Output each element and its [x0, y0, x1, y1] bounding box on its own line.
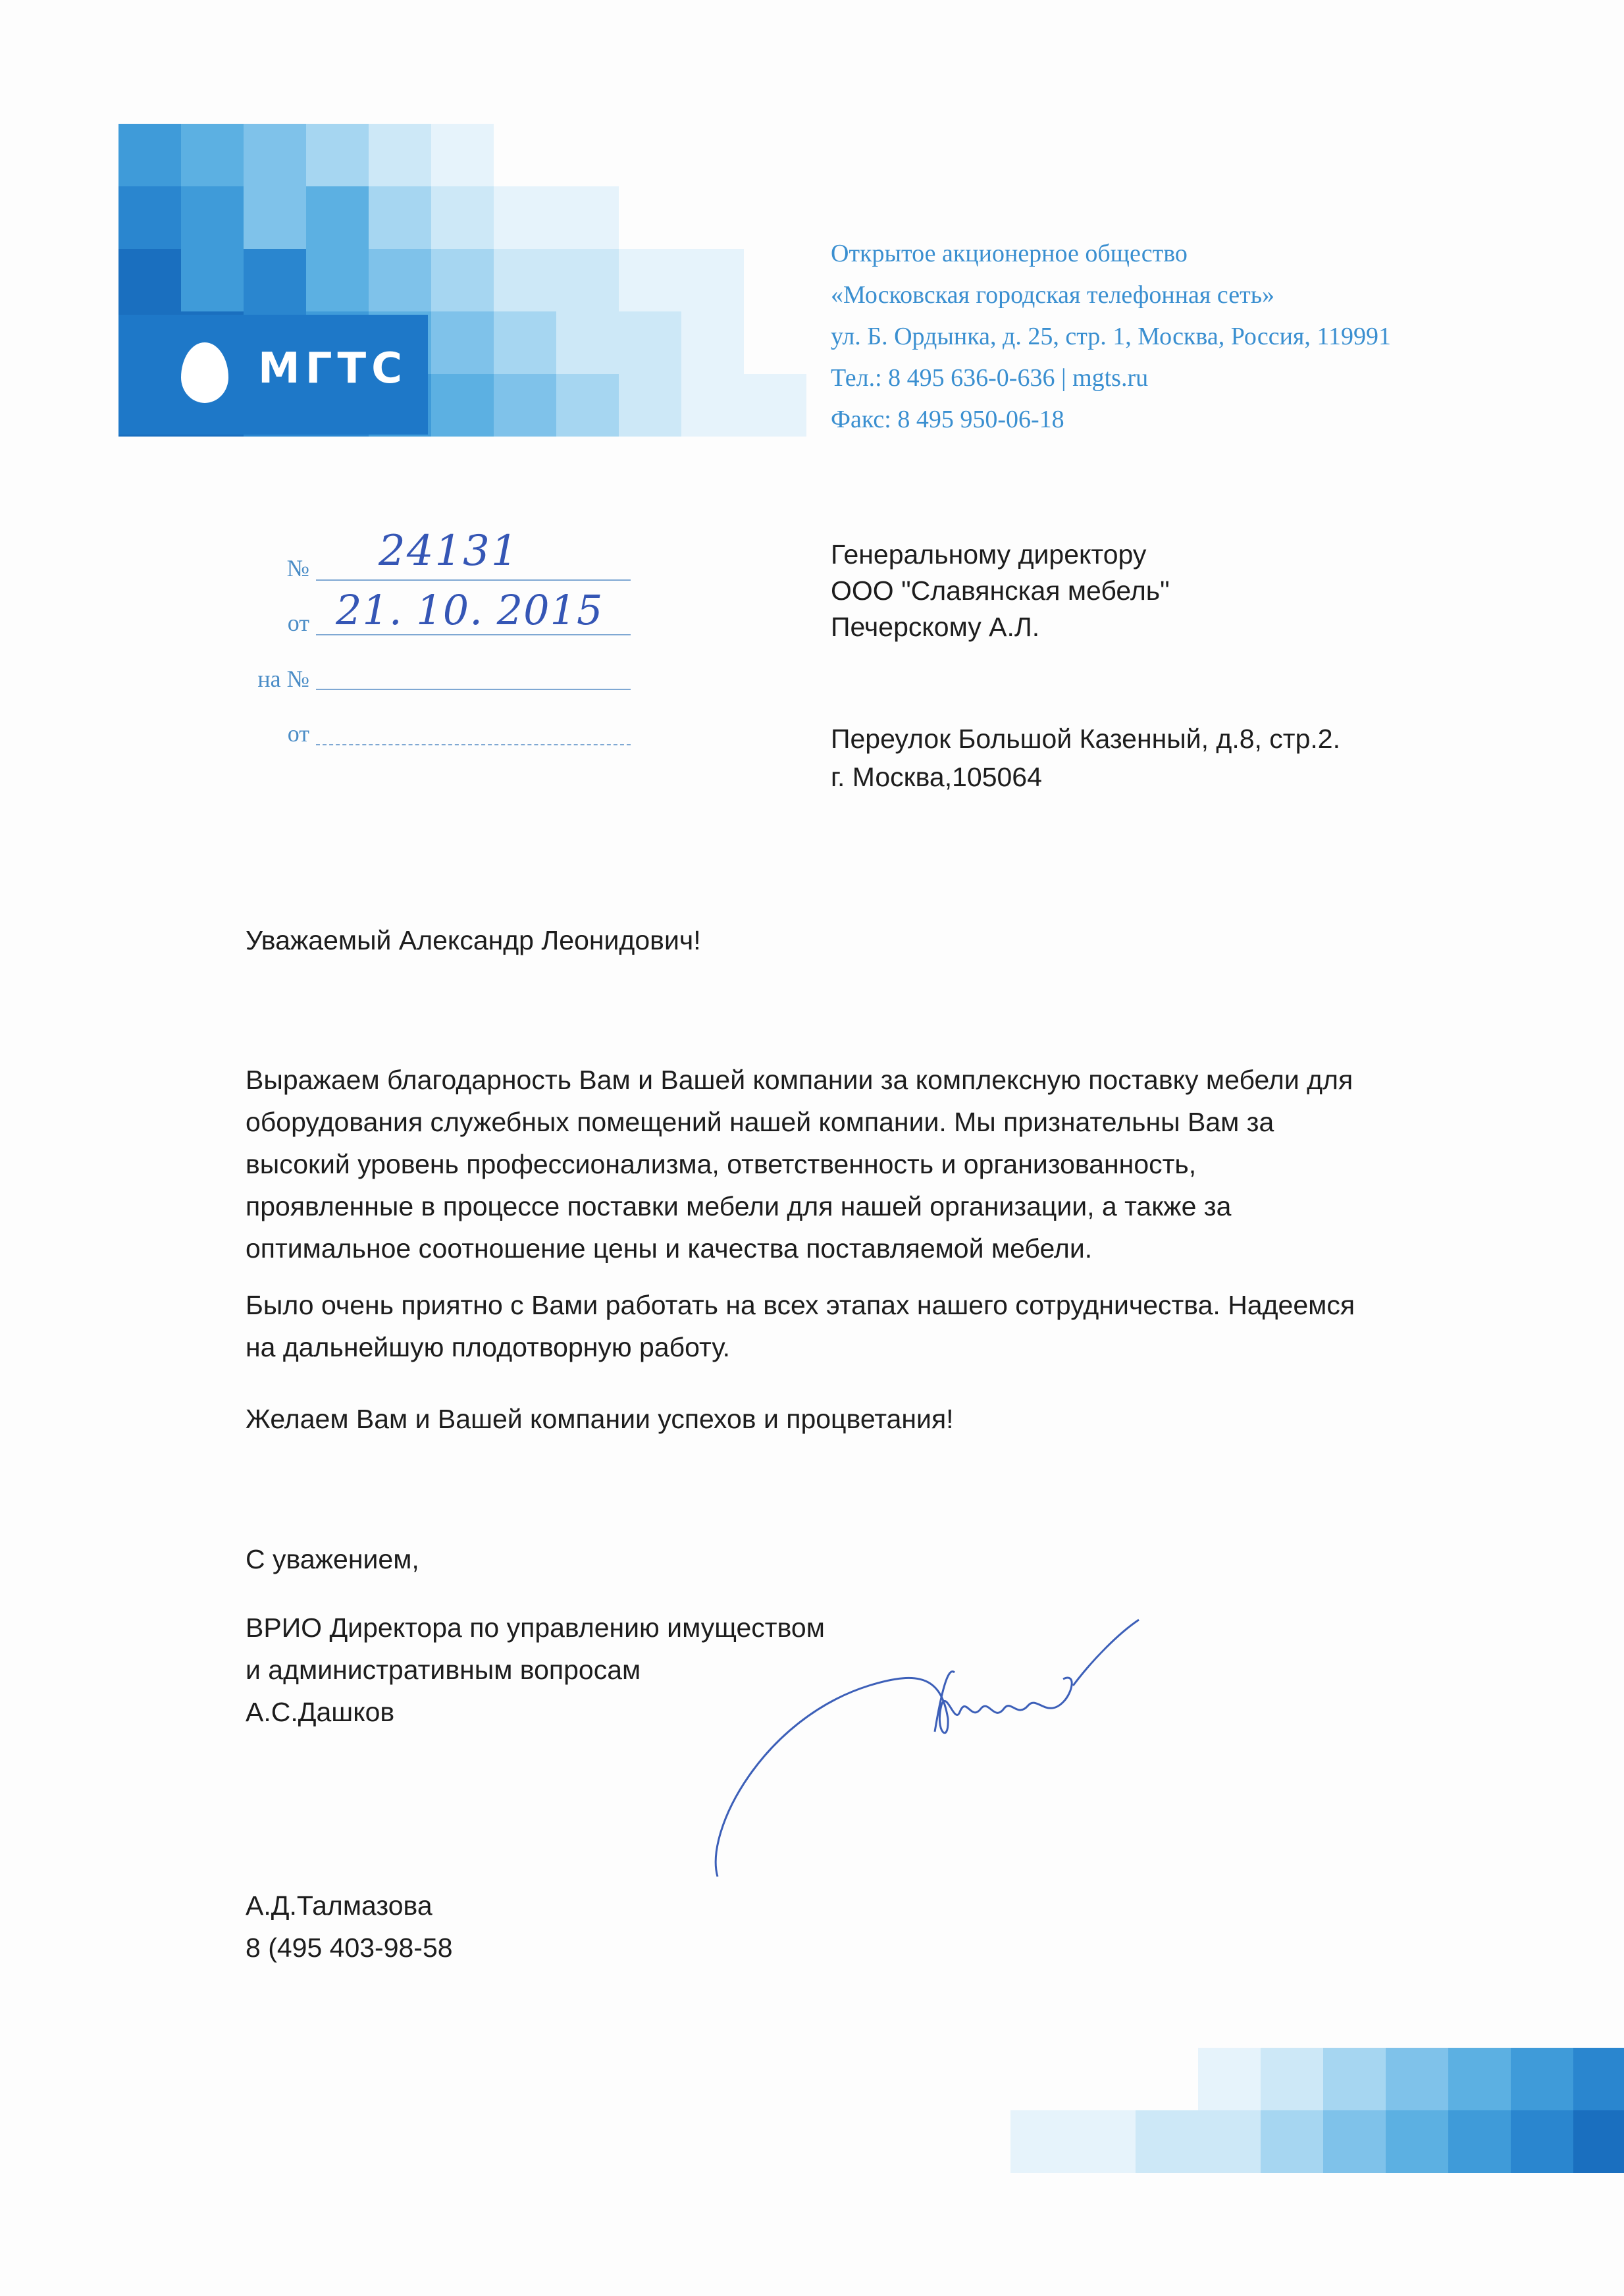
reg-date-value: 21. 10. 2015	[336, 586, 604, 634]
company-letterhead	[831, 233, 1391, 441]
mosaic-tile	[1261, 2048, 1323, 2110]
greeting: Уважаемый Александр Леонидович!	[246, 925, 701, 955]
mosaic-tile	[306, 124, 369, 186]
mosaic-tile	[681, 249, 744, 311]
mosaic-tile	[431, 249, 494, 311]
mosaic-tile	[619, 249, 681, 311]
mosaic-tile	[1323, 2110, 1386, 2173]
mosaic-tile	[181, 249, 244, 311]
mosaic-tile	[306, 249, 369, 311]
address-street: Переулок Большой Казенный, д.8, стр.2.	[831, 724, 1340, 754]
logo-wordmark: МГТС	[258, 344, 408, 393]
paragraph-line: проявленные в процессе поставки мебели для нашей организации, а также за	[246, 1191, 1232, 1221]
mosaic-tile	[619, 374, 681, 437]
mosaic-tile	[244, 249, 306, 311]
mosaic-tile	[431, 124, 494, 186]
paragraph-line: оборудования служебных помещений нашей компании. Мы признательны Вам за	[246, 1107, 1274, 1137]
mosaic-tile	[181, 186, 244, 249]
paragraph-gratitude	[246, 1059, 1353, 1269]
mosaic-tile	[244, 124, 306, 186]
signature-image	[704, 1613, 1165, 1890]
mosaic-tile	[369, 186, 431, 249]
mosaic-tile	[1573, 2048, 1624, 2110]
mosaic-tile	[431, 374, 494, 437]
mosaic-tile	[1010, 2110, 1073, 2173]
mosaic-tile	[556, 311, 619, 374]
mosaic-tile	[556, 249, 619, 311]
reg-number-line	[316, 579, 631, 581]
mosaic-tile	[1323, 2048, 1386, 2110]
paragraph-line: на дальнейшую плодотворную работу.	[246, 1332, 731, 1362]
paragraph-cooperation	[246, 1284, 1355, 1368]
ref-date-line	[316, 744, 631, 745]
reg-date-line	[316, 634, 631, 635]
mosaic-tile	[1261, 2110, 1323, 2173]
addressee	[831, 537, 1170, 645]
reg-number-label: №	[286, 555, 309, 581]
signer-department: и административным вопросам	[246, 1655, 641, 1685]
mosaic-tile	[1198, 2110, 1261, 2173]
mosaic-tile	[181, 124, 244, 186]
reg-date-label: от	[287, 610, 309, 636]
paragraph-wishes	[246, 1398, 954, 1440]
closing: С уважением,	[246, 1544, 419, 1574]
company-name: «Московская городская телефонная сеть»	[831, 281, 1275, 309]
mosaic-tile	[494, 311, 556, 374]
addressee-company: ООО "Славянская мебель"	[831, 575, 1170, 606]
mosaic-tile	[494, 249, 556, 311]
signer-position: ВРИО Директора по управлению имуществом	[246, 1613, 825, 1643]
mosaic-tile	[118, 186, 181, 249]
address-city: г. Москва,105064	[831, 762, 1042, 792]
mosaic-tile	[118, 249, 181, 311]
mosaic-tile	[494, 186, 556, 249]
mosaic-tile	[431, 186, 494, 249]
company-fax: Факс: 8 495 950-06-18	[831, 406, 1064, 433]
mosaic-tile	[369, 124, 431, 186]
mosaic-tile	[118, 124, 181, 186]
mosaic-tile	[494, 374, 556, 437]
mosaic-tile	[244, 186, 306, 249]
paragraph-line: оптимальное соотношение цены и качества поставляемой мебели.	[246, 1233, 1093, 1264]
mosaic-tile	[306, 186, 369, 249]
mosaic-tile	[1573, 2110, 1624, 2173]
addressee-address	[831, 720, 1340, 796]
addressee-position: Генеральному директору	[831, 539, 1147, 570]
company-address: ул. Б. Ордынка, д. 25, стр. 1, Москва, Россия, 119991	[831, 323, 1391, 350]
paragraph-line: Было очень приятно с Вами работать на всех этапах нашего сотрудничества. Надеемся	[246, 1290, 1355, 1320]
contact-person	[246, 1884, 453, 1969]
paragraph-line: Желаем Вам и Вашей компании успехов и процветания!	[246, 1404, 954, 1434]
paragraph-line: Выражаем благодарность Вам и Вашей компании за комплексную поставку мебели для	[246, 1065, 1353, 1095]
mosaic-tile	[431, 311, 494, 374]
company-phone: Тел.: 8 495 636-0-636 | mgts.ru	[831, 364, 1149, 392]
mosaic-tile	[681, 311, 744, 374]
addressee-name: Печерскому А.Л.	[831, 612, 1040, 642]
paragraph-line: высокий уровень профессионализма, ответственность и организованность,	[246, 1149, 1197, 1179]
mosaic-tile	[681, 374, 744, 437]
ref-number-label: на №	[257, 666, 309, 692]
mosaic-tile	[556, 186, 619, 249]
mosaic-tile	[1511, 2048, 1573, 2110]
mosaic-tile	[744, 374, 806, 437]
ref-date-label: от	[287, 720, 309, 747]
company-type: Открытое акционерное общество	[831, 240, 1188, 267]
mosaic-tile	[1386, 2110, 1448, 2173]
mosaic-tile	[1386, 2048, 1448, 2110]
contact-phone: 8 (495 403-98-58	[246, 1933, 453, 1963]
ref-number-line	[316, 689, 631, 690]
reg-number-value: 24131	[379, 527, 519, 575]
contact-name: А.Д.Талмазова	[246, 1890, 432, 1921]
mosaic-tile	[369, 249, 431, 311]
signer-name: А.С.Дашков	[246, 1697, 395, 1727]
mosaic-tile	[1448, 2048, 1511, 2110]
mosaic-tile	[619, 311, 681, 374]
mosaic-tile	[1136, 2110, 1198, 2173]
mosaic-tile	[556, 374, 619, 437]
mosaic-tile	[1511, 2110, 1573, 2173]
mosaic-tile	[1073, 2110, 1136, 2173]
mosaic-tile	[1448, 2110, 1511, 2173]
mosaic-tile	[1198, 2048, 1261, 2110]
